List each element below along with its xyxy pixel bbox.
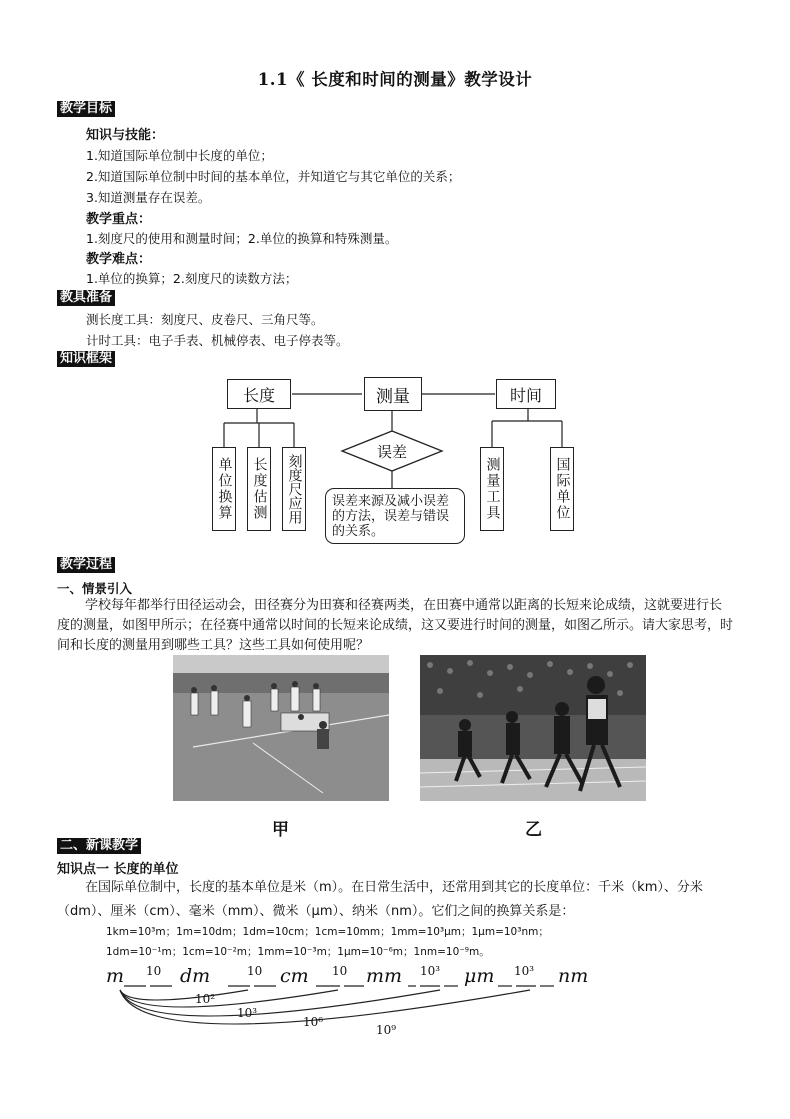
goal-item-3: 3.知道测量存在误差。 xyxy=(86,190,211,205)
node-time: 时间 xyxy=(496,379,556,409)
photo-field-event-art xyxy=(173,655,389,801)
unit-cm: cm xyxy=(280,965,309,987)
goal-item-2: 2.知道国际单位制中时间的基本单位，并知道它与其它单位的关系； xyxy=(86,169,461,184)
arc-factor-4: 10⁹ xyxy=(376,1023,397,1037)
unit-nm: nm xyxy=(558,965,589,987)
arc-factor-3: 10⁶ xyxy=(303,1015,324,1029)
unit-m: m xyxy=(106,965,125,987)
knowledge-point-heading: 知识点一 长度的单位 xyxy=(57,862,179,877)
knowledge-framework-diagram xyxy=(200,375,620,555)
caption-right: 乙 xyxy=(525,820,542,840)
step-factor-5: 10³ xyxy=(514,964,535,978)
node-length-estimation-label: 长度估测 xyxy=(251,457,268,521)
step-factor-2: 10 xyxy=(247,964,263,978)
key-points-heading: 教学重点： xyxy=(86,212,152,227)
node-unit-conversion-label: 单位换算 xyxy=(216,457,233,521)
photo-track-event-art xyxy=(420,655,646,801)
unit-chain-diagram xyxy=(100,962,600,1060)
step-factor-1: 10 xyxy=(146,964,162,978)
step-factor-4: 10³ xyxy=(420,964,441,978)
knowledge-heading: 知识与技能： xyxy=(86,128,165,143)
section-tag-new-lesson: 二、新课教学 xyxy=(57,838,141,854)
unit-um: μm xyxy=(464,965,495,987)
node-measuring-tools-label: 测量工具 xyxy=(484,457,501,521)
unit-dm: dm xyxy=(180,965,211,987)
photo-track-event xyxy=(420,655,646,801)
tools-time: 计时工具：电子手表、机械停表、电子停表等。 xyxy=(86,333,349,348)
page-title: 1.1《 长度和时间的测量》教学设计 xyxy=(257,70,533,89)
caption-left: 甲 xyxy=(272,820,289,840)
length-unit-paragraph: 在国际单位制中，长度的基本单位是米（m）。在日常生活中，还常用到其它的长度单位：千米（km）、分米（dm）、厘米（cm）、毫米（mm）、微米（μm）、纳米（nm）。它们之间的换算关系是： xyxy=(57,880,703,919)
node-ruler-application-label: 刻度尺应用 xyxy=(286,454,303,524)
arc-factor-1: 10² xyxy=(195,992,216,1006)
section-tag-process: 教学过程 xyxy=(57,557,115,573)
difficult-points-heading: 教学难点： xyxy=(86,252,152,267)
node-unit-conversion xyxy=(212,447,236,531)
node-error: 误差 xyxy=(376,443,407,461)
error-note-box: 误差来源及减小误差的方法，误差与错误的关系。 xyxy=(325,488,465,544)
node-length-estimation xyxy=(247,447,271,531)
conversion-line-1: 1km=10³m；1m=10dm；1dm=10cm；1cm=10mm；1mm=10³μm；1μm=10³nm； xyxy=(106,926,549,938)
section-tag-tools: 教具准备 xyxy=(57,290,115,306)
key-points-text: 1.刻度尺的使用和测量时间；2.单位的换算和特殊测量。 xyxy=(86,231,398,246)
photo-field-event xyxy=(173,655,389,801)
node-si-unit-label: 国际单位 xyxy=(554,457,571,521)
intro-heading: 一、情景引入 xyxy=(57,581,133,596)
tools-length: 测长度工具：刻度尺、皮卷尺、三角尺等。 xyxy=(86,312,324,327)
unit-mm: mm xyxy=(366,965,403,987)
step-factor-3: 10 xyxy=(332,964,348,978)
arc-factor-2: 10³ xyxy=(237,1006,258,1020)
node-si-unit xyxy=(550,447,574,531)
node-ruler-application xyxy=(282,447,306,531)
intro-paragraph: 学校每年都举行田径运动会，田径赛分为田赛和径赛两类，在田赛中通常以距离的长短来论成绩，这就要进行长度的测量，如图甲所示；在径赛中通常以时间的长短来论成绩，这又要进行时间的测量，如图乙所示。请大家思考，时间和长度的测量用到哪些工具？这些工具如何使用呢？ xyxy=(57,598,734,653)
node-measuring-tools xyxy=(480,447,504,531)
section-tag-framework: 知识框架 xyxy=(57,351,115,367)
conversion-line-2: 1dm=10⁻¹m；1cm=10⁻²m；1mm=10⁻³m；1μm=10⁻⁶m；1nm=10⁻⁹m。 xyxy=(106,946,490,958)
node-length: 长度 xyxy=(227,379,291,409)
section-tag-goals: 教学目标 xyxy=(57,101,115,117)
difficult-points-text: 1.单位的换算；2.刻度尺的读数方法； xyxy=(86,271,298,286)
goal-item-1: 1.知道国际单位制中长度的单位； xyxy=(86,148,273,163)
node-measure: 测量 xyxy=(364,377,422,411)
